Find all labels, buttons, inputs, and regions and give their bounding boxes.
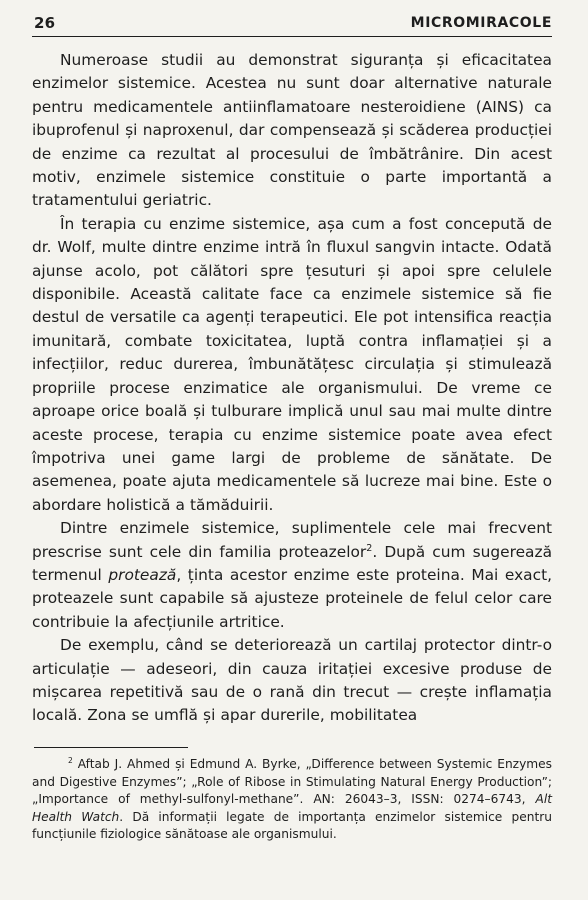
paragraph-2: În terapia cu enzime sistemice, așa cum a fost concepută de dr. Wolf, multe dintre enzime intră în fluxul sangvin intacte. Odată ajunse acolo, pot călători spre țesuturi și apoi spre celulele disponibile. Această calitate face ca enzimele sistemice să fie destul de versatile ca agenți terapeutici. Ele pot intensifica reacția imunitară, combate toxicitatea, luptă contra inflamației și a infecțiilor, reduc durerea, îmbunătățesc circulația și stimulează propriile procese enzimatice ale organismului. De vreme ce aproape orice boală și tulburare implică unul sau mai multe dintre aceste procese, terapia cu enzime sistemice poate avea efect împotriva unei game largi de probleme de sănătate. De asemenea, poate ajuta medicamentele să lucreze mai bine. Este o abordare holistică a tămăduirii.: [32, 214, 552, 514]
emphasized-term: protează: [108, 565, 177, 584]
footnote-text-b: . Dă informații legate de importanța enzimelor sistemice pentru funcțiunile fiziologice sănătoase ale organismului.: [32, 809, 552, 842]
running-title: MICROMIRACOLE: [410, 15, 552, 31]
book-page: [32, 10, 552, 890]
footnote-divider: [34, 747, 188, 748]
paragraph-3-text-c: , ținta acestor enzime este proteina. Mai exact, proteazele sunt capabile să ajusteze proteinele de felul celor care contribuie la afecțiunile artritice.: [32, 565, 552, 631]
footnote-marker: 2: [68, 755, 73, 765]
paragraph-3-text-b: . După cum sugerează termenul: [32, 542, 552, 584]
footnote-source-title: Alt Health Watch: [32, 792, 552, 824]
paragraph-3: [32, 517, 552, 634]
body-text: [32, 49, 552, 728]
paragraph-1: Numeroase studii au demonstrat siguranța și eficacitatea enzimelor sistemice. Acestea nu sunt doar alternative naturale pentru medicamentele antiinflamatoare nesteroidiene (AINS) ca ibuprofenul și naproxenul, dar compensează și scăderea producției de enzime ca rezultat al procesului de îmbătrânire. Din acest motiv, enzimele sistemice constituie o parte importantă a tratamentului geriatric.: [32, 51, 552, 210]
footnote-reference: 2: [366, 542, 373, 554]
paragraph-4: De exemplu, când se deteriorează un cartilaj protector dintr-o articulație — adeseori, din cauza iritației excesive produse de mișcarea repetitivă sau de o rană din trecut — crește inflamația locală. Zona se umflă și apar durerile, mobilitatea: [32, 636, 552, 725]
footnote-text-a: Aftab J. Ahmed și Edmund A. Byrke, „Difference between Systemic Enzymes and Digestive Enzymes”; „Role of Ribose in Stimulating Natural Energy Production”; „Importance of methyl-sulfonyl-methane”. AN: 26043–3, ISSN: 0274–6743,: [32, 757, 552, 807]
page-number: 26: [34, 14, 56, 32]
page-header: [32, 10, 552, 37]
paragraph-3-text-a: Dintre enzimele sistemice, suplimentele cele mai frecvent prescrise sunt cele din familia proteazelor: [32, 519, 552, 561]
footnote: [32, 756, 552, 844]
